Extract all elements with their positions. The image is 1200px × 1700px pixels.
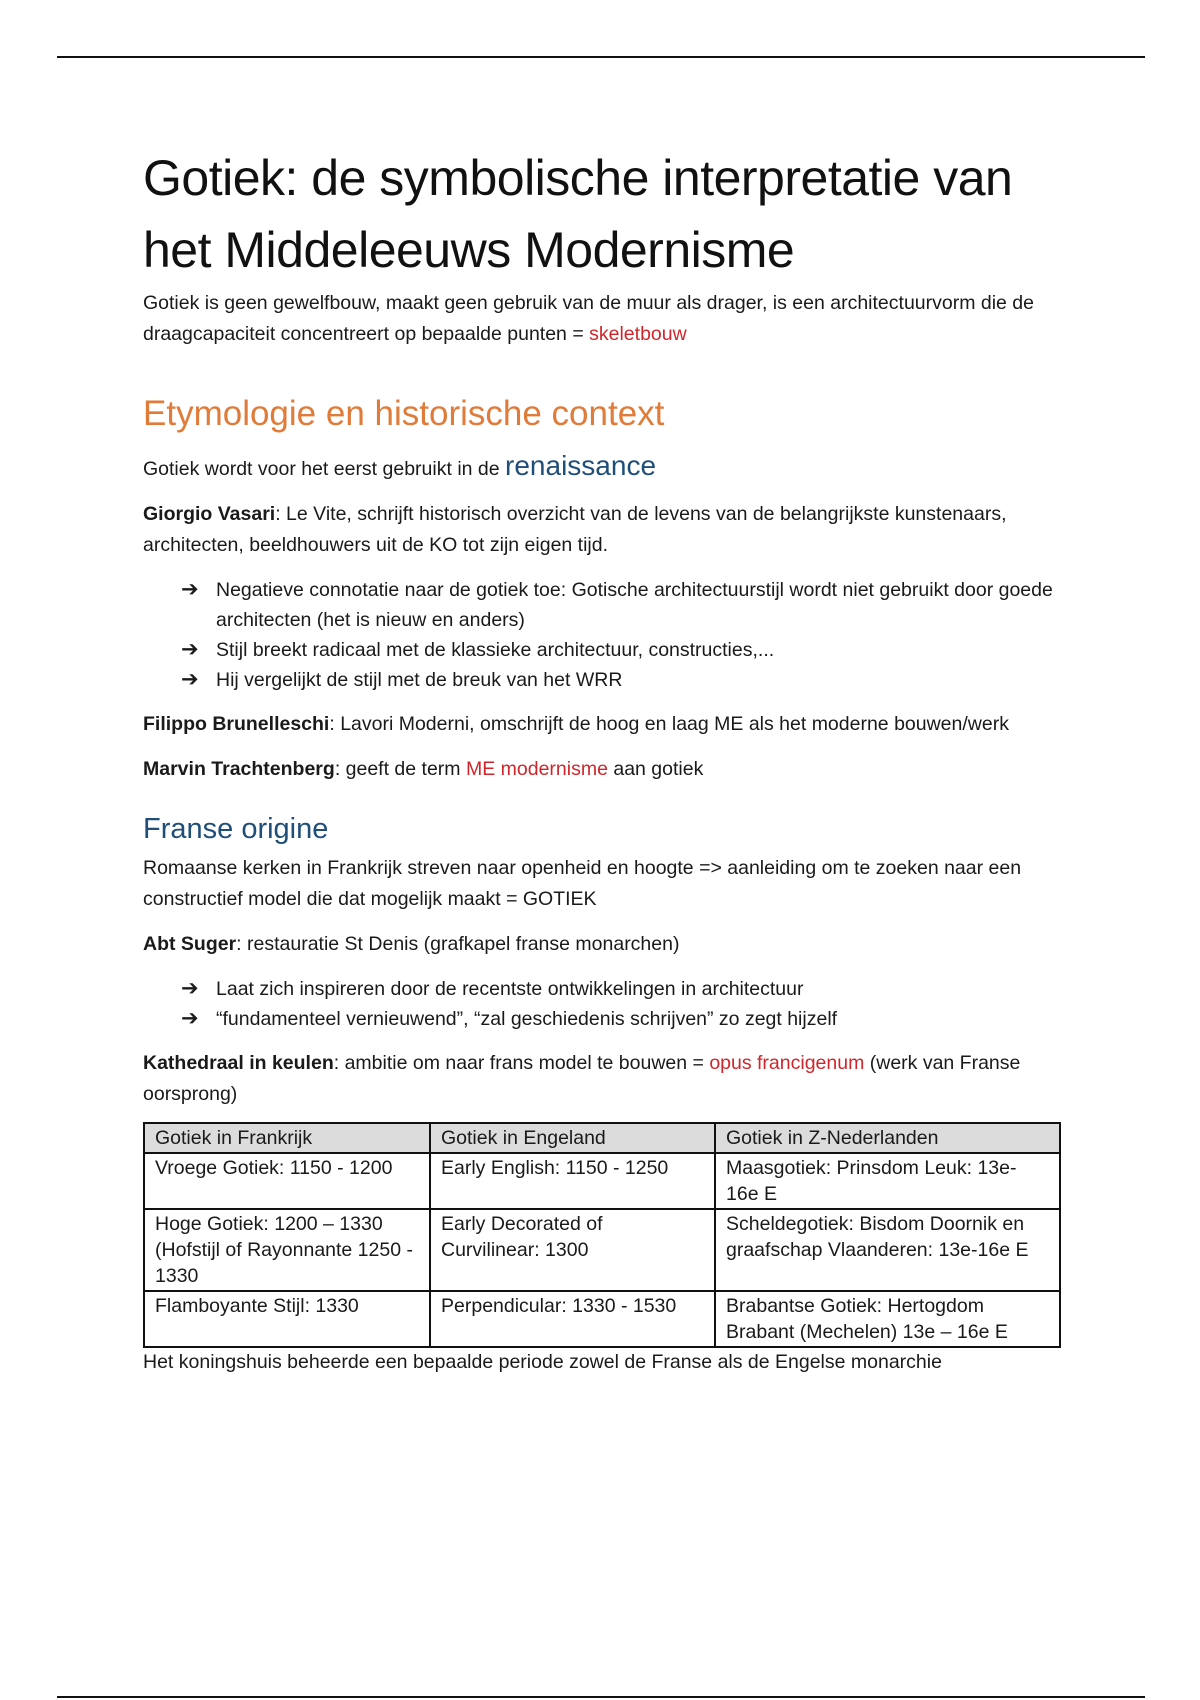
top-rule [57, 56, 1145, 58]
suger-bullet-list [143, 974, 1063, 1034]
list-item [181, 635, 1063, 665]
gothic-periods-table [143, 1122, 1061, 1348]
arrow-right-icon: ➔ [181, 977, 199, 1000]
arrow-right-icon: ➔ [181, 638, 199, 661]
arrow-right-icon: ➔ [181, 668, 199, 691]
vasari-bullet-list [143, 575, 1063, 695]
list-item [181, 974, 1063, 1004]
table-row [144, 1153, 1060, 1209]
table-cell: Early Decorated of Curvilinear: 1300 [430, 1209, 715, 1291]
list-item [181, 575, 1063, 635]
section-heading-etymologie: Etymologie en historische context [143, 394, 665, 433]
document-page [143, 142, 1063, 1376]
table-row [144, 1291, 1060, 1347]
renaissance-text: Gotiek wordt voor het eerst gebruikt in de [143, 458, 506, 480]
intro-text: Gotiek is geen gewelfbouw, maakt geen gebruik van de muur als drager, is een architectuurvorm die de draagcapaciteit concentreert op bepaalde punten = [143, 292, 1035, 345]
table-cell: Scheldegotiek: Bisdom Doornik en graafschap Vlaanderen: 13e-16e E [715, 1209, 1060, 1291]
trachtenberg-highlight: ME modernisme [465, 758, 608, 780]
table-cell: Early English: 1150 - 1250 [430, 1153, 715, 1209]
trachtenberg-tail: aan gotiek [607, 758, 704, 780]
bullet-text: “fundamenteel vernieuwend”, “zal geschiedenis schrijven” zo zegt hijzelf [216, 1008, 838, 1030]
bullet-text: Stijl breekt radicaal met de klassieke architectuur, constructies,... [216, 639, 775, 661]
trachtenberg-paragraph [143, 754, 1063, 785]
table-cell: Brabantse Gotiek: Hertogdom Brabant (Mechelen) 13e – 16e E [715, 1291, 1060, 1347]
renaissance-term: renaissance [505, 450, 657, 481]
column-header: Gotiek in Engeland [430, 1123, 715, 1153]
suger-paragraph [143, 929, 1063, 960]
column-header: Gotiek in Frankrijk [144, 1123, 430, 1153]
table-cell: Hoge Gotiek: 1200 – 1330 (Hofstijl of Rayonnante 1250 - 1330 [144, 1209, 430, 1291]
table-cell: Vroege Gotiek: 1150 - 1200 [144, 1153, 430, 1209]
arrow-right-icon: ➔ [181, 1007, 199, 1030]
brunelleschi-name: Filippo Brunelleschi [143, 713, 330, 735]
keulen-name: Kathedraal in keulen [143, 1052, 334, 1074]
arrow-right-icon: ➔ [181, 578, 199, 601]
brunelleschi-paragraph [143, 709, 1063, 740]
monarchy-note: Het koningshuis beheerde een bepaalde periode zowel de Franse als de Engelse monarchie [143, 1351, 942, 1373]
keulen-highlight: opus francigenum [709, 1052, 865, 1074]
bullet-text: Laat zich inspireren door de recentste ontwikkelingen in architectuur [216, 978, 804, 1000]
table-cell: Flamboyante Stijl: 1330 [144, 1291, 430, 1347]
title-line-2: het Middeleeuws Modernisme [143, 222, 795, 278]
intro-paragraph [143, 288, 1063, 350]
suger-name: Abt Suger [143, 933, 237, 955]
list-item [181, 1004, 1063, 1034]
table-header-row [144, 1123, 1060, 1153]
trachtenberg-name: Marvin Trachtenberg [143, 758, 335, 780]
vasari-paragraph [143, 499, 1063, 561]
brunelleschi-text: : Lavori Moderni, omschrijft de hoog en laag ME als het moderne bouwen/werk [329, 713, 1009, 735]
title-line-1: Gotiek: de symbolische interpretatie van [143, 150, 1013, 206]
vasari-text: : Le Vite, schrijft historisch overzicht van de levens van de belangrijkste kunstenaars, architecten, beeldhouwers uit de KO tot zijn eigen tijd. [143, 503, 1007, 556]
intro-highlight: skeletbouw [589, 323, 687, 345]
list-item [181, 665, 1063, 695]
bottom-rule [57, 1696, 1145, 1698]
column-header: Gotiek in Z-Nederlanden [715, 1123, 1060, 1153]
keulen-tail: (werk van Franse oorsprong) [143, 1052, 1021, 1105]
section-heading-franse-origine: Franse origine [143, 813, 329, 845]
romaanse-paragraph: Romaanse kerken in Frankrijk streven naar openheid en hoogte => aanleiding om te zoeken naar een constructief model die dat mogelijk maakt = GOTIEK [143, 857, 1022, 910]
suger-text: : restauratie St Denis (grafkapel franse monarchen) [236, 933, 680, 955]
page-title [143, 142, 1063, 286]
renaissance-paragraph [143, 450, 1063, 485]
bullet-text: Negatieve connotatie naar de gotiek toe: Gotische architectuurstijl wordt niet gebruikt door goede architecten (het is nieuw en anders) [216, 579, 1053, 631]
bullet-text: Hij vergelijkt de stijl met de breuk van het WRR [216, 669, 623, 691]
table-row [144, 1209, 1060, 1291]
trachtenberg-text: : geeft de term [334, 758, 466, 780]
table-cell: Perpendicular: 1330 - 1530 [430, 1291, 715, 1347]
keulen-text: : ambitie om naar frans model te bouwen = [333, 1052, 710, 1074]
keulen-paragraph [143, 1048, 1063, 1110]
table-cell: Maasgotiek: Prinsdom Leuk: 13e-16e E [715, 1153, 1060, 1209]
vasari-name: Giorgio Vasari [143, 503, 276, 525]
